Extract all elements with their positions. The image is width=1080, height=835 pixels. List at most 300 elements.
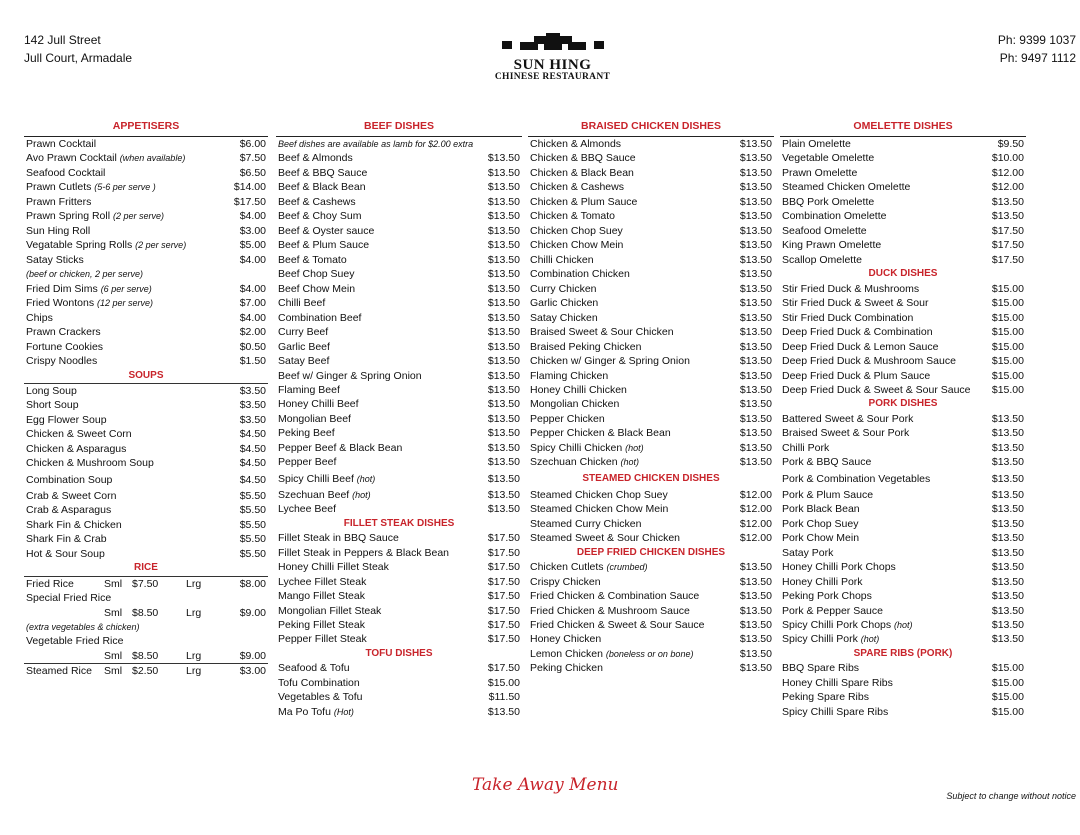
item-name-text: Satay Chicken [530, 311, 598, 324]
item-name [530, 383, 627, 397]
item-price: $13.50 [991, 575, 1024, 588]
item-price: $13.50 [487, 282, 520, 295]
item-price: $13.50 [991, 412, 1024, 425]
item-name [26, 238, 186, 252]
small-label: Sml [104, 606, 123, 619]
small-label: Sml [104, 649, 123, 662]
item-price: $0.50 [239, 340, 266, 353]
item-name-text: Avo Prawn Cocktail [26, 152, 117, 165]
item-name [278, 253, 347, 267]
item-price: $13.50 [739, 619, 772, 631]
item-name [278, 397, 359, 411]
item-name [782, 575, 863, 589]
item-price: $13.50 [739, 456, 772, 469]
item-name [278, 589, 365, 603]
menu-item [528, 604, 774, 618]
item-name-text: Chicken Chop Suey [530, 224, 623, 237]
menu-item [276, 369, 522, 383]
item-name [782, 517, 858, 531]
item-name [530, 604, 690, 618]
item-name-text: Braised Sweet & Sour Pork [782, 427, 910, 440]
item-price: $4.00 [239, 253, 266, 266]
menu-item [528, 560, 774, 574]
item-name-text: Mongolian Chicken [530, 398, 620, 411]
item-name-text: Long Soup [26, 384, 77, 397]
item-price: $14.00 [233, 181, 266, 194]
item-name [26, 442, 126, 456]
menu-item [24, 663, 268, 678]
item-name [26, 591, 111, 605]
item-name [530, 209, 615, 223]
item-name-text: Shark Fin & Chicken [26, 518, 122, 531]
item-name-text: TOFU DISHES [365, 647, 433, 659]
item-name [530, 632, 601, 646]
item-name [530, 647, 693, 661]
item-name [278, 705, 354, 719]
item-name-text: Crab & Asparagus [26, 504, 112, 517]
item-name [530, 151, 636, 165]
item-price: $13.50 [487, 239, 520, 252]
menu-item [276, 137, 522, 151]
item-name-text: Pork & BBQ Sauce [782, 456, 872, 469]
menu-item [528, 455, 774, 469]
item-price: $13.50 [739, 383, 772, 396]
item-price: $13.50 [739, 590, 772, 603]
menu-item [24, 413, 268, 427]
item-name-text: Stir Fried Duck & Sweet & Sour [782, 297, 929, 310]
item-name-text: Pork & Combination Vegetables [782, 472, 931, 485]
menu-item [276, 488, 522, 502]
item-name-text: Hot & Sour Soup [26, 547, 105, 560]
item-price: $15.00 [991, 691, 1024, 704]
item-name-text: Prawn Crackers [26, 326, 101, 339]
phone-1: Ph: 9399 1037 [997, 33, 1076, 47]
item-price: $13.50 [739, 166, 772, 179]
menu-item [780, 180, 1026, 194]
menu-item [24, 180, 268, 194]
menu-item [24, 591, 268, 605]
menu-item [780, 546, 1026, 560]
item-price: $3.00 [239, 665, 266, 678]
item-price: $13.50 [991, 517, 1024, 530]
menu-item [276, 531, 522, 545]
item-name [782, 661, 859, 675]
menu-item [528, 441, 774, 455]
item-name [782, 253, 862, 267]
section-header: APPETISERS [112, 120, 180, 132]
small-price: $7.50 [132, 577, 159, 590]
menu-item [24, 456, 268, 470]
item-price: $13.50 [739, 633, 772, 646]
item-price: $15.00 [991, 340, 1024, 353]
item-name [278, 546, 449, 560]
section-title [528, 546, 774, 560]
item-name [530, 354, 690, 368]
item-name [530, 589, 699, 603]
item-name-text: Beef Chow Mein [278, 282, 356, 295]
item-name-text: Stir Fried Duck Combination [782, 311, 914, 324]
item-name [782, 166, 857, 180]
item-name [530, 282, 597, 296]
item-price: $17.50 [991, 253, 1024, 266]
item-name [26, 166, 105, 180]
item-price: $13.50 [487, 383, 520, 396]
item-name [278, 209, 361, 223]
section-header: BRAISED CHICKEN DISHES [580, 120, 722, 132]
item-price: $15.00 [991, 676, 1024, 689]
item-price: $13.50 [739, 268, 772, 281]
menu-item [528, 253, 774, 267]
item-note: (hot) [625, 442, 644, 453]
phone-2: Ph: 9497 1112 [999, 51, 1076, 65]
menu-item [780, 488, 1026, 502]
item-name [782, 531, 859, 545]
menu-item [276, 311, 522, 325]
item-name-text: Beef & Almonds [278, 152, 353, 165]
item-price: $5.50 [239, 504, 266, 517]
item-name-text: Deep Fried Duck & Combination [782, 326, 933, 339]
item-name-text: Plain Omelette [782, 138, 851, 150]
item-name [26, 532, 107, 546]
item-price: $13.50 [487, 224, 520, 237]
item-name-text: Fortune Cookies [26, 340, 104, 353]
item-price: $13.50 [487, 311, 520, 324]
item-name [530, 296, 598, 310]
menu-item [276, 224, 522, 238]
item-price: $4.00 [239, 311, 266, 324]
menu-item [528, 383, 774, 397]
menu-item [24, 151, 268, 165]
section-header [780, 647, 1026, 661]
item-price: $13.50 [739, 311, 772, 324]
menu-item [528, 502, 774, 516]
item-price: $13.50 [739, 181, 772, 194]
item-name-text: Vegetables & Tofu [278, 691, 363, 704]
small-price: $8.50 [132, 649, 159, 662]
item-price: $13.50 [991, 441, 1024, 454]
item-name-text: Combination Soup [26, 473, 113, 486]
item-name [782, 676, 893, 690]
item-name-text: Combination Beef [278, 311, 362, 324]
menu-item [276, 195, 522, 209]
item-price: $13.50 [739, 340, 772, 353]
section-title [276, 647, 522, 661]
item-name [278, 325, 328, 339]
menu-item [528, 267, 774, 281]
item-name-text: Fillet Steak in BBQ Sauce [278, 532, 399, 545]
item-name-text: Lemon Chicken [530, 647, 603, 660]
item-name-text: BBQ Pork Omelette [782, 195, 875, 208]
item-name [26, 151, 185, 165]
item-name-text: DUCK DISHES [868, 268, 938, 280]
menu-item [276, 325, 522, 339]
item-name [26, 180, 156, 194]
item-name-text: Prawn Omelette [782, 166, 858, 179]
item-price: $17.50 [487, 662, 520, 675]
item-price: $4.00 [239, 210, 266, 223]
item-name [26, 620, 140, 634]
item-name [278, 604, 381, 618]
item-price: $9.50 [997, 138, 1024, 150]
item-name [782, 618, 913, 632]
large-label: Lrg [186, 606, 202, 619]
item-price: $15.00 [991, 297, 1024, 310]
item-name-text: Szechuan Beef [278, 488, 350, 501]
menu-item [276, 705, 522, 719]
item-name [530, 517, 641, 531]
menu-item [276, 296, 522, 310]
menu-item [276, 470, 522, 488]
item-name-text: Tofu Combination [278, 676, 360, 689]
item-price: $17.50 [487, 561, 520, 574]
item-name-text: Chicken & BBQ Sauce [530, 152, 636, 165]
item-name-text: Prawn Spring Roll [26, 210, 111, 223]
address-block [24, 31, 132, 67]
item-price: $13.50 [487, 297, 520, 310]
item-name-text: Chilli Pork [782, 441, 830, 454]
item-price: $13.50 [739, 210, 772, 223]
item-name [782, 470, 930, 488]
menu-item [24, 137, 268, 151]
item-price: $8.00 [239, 577, 266, 590]
item-price: $17.50 [487, 532, 520, 545]
item-price: $12.00 [739, 517, 772, 530]
item-name [782, 282, 919, 296]
section-header [528, 546, 774, 560]
footer-title: Take Away Menu [472, 775, 619, 795]
menu-column [780, 137, 1026, 719]
item-name [782, 195, 874, 209]
item-price: $13.50 [991, 210, 1024, 223]
item-name [530, 267, 630, 281]
item-price: $3.50 [239, 384, 266, 397]
item-name-text: Chicken & Mushroom Soup [26, 457, 154, 470]
item-name [26, 398, 79, 412]
item-price: $13.50 [739, 282, 772, 295]
item-name-text: Chicken & Asparagus [26, 442, 127, 455]
item-name [278, 661, 350, 675]
item-name [530, 441, 644, 455]
menu-item [780, 517, 1026, 531]
item-price: $13.50 [487, 441, 520, 454]
item-price: $9.00 [239, 649, 266, 662]
item-price: $4.50 [239, 442, 266, 455]
menu-item [780, 151, 1026, 165]
menu-item [24, 311, 268, 325]
item-name [530, 531, 680, 545]
menu-item [780, 166, 1026, 180]
item-name [26, 577, 74, 591]
item-name-text: Seafood Omelette [782, 224, 867, 237]
menu-item [24, 576, 268, 591]
item-name-text: Mongolian Beef [278, 412, 351, 425]
menu-item [780, 209, 1026, 223]
item-name-text: FILLET STEAK DISHES [343, 517, 455, 529]
menu-item [780, 560, 1026, 574]
item-name [26, 547, 105, 561]
large-label: Lrg [186, 665, 202, 678]
item-name [278, 296, 325, 310]
item-name [26, 634, 123, 648]
menu-item [528, 238, 774, 252]
item-name [530, 618, 705, 632]
item-price: $13.50 [739, 604, 772, 617]
menu-item [24, 209, 268, 223]
menu-item [528, 397, 774, 411]
item-price: $13.50 [991, 532, 1024, 545]
item-name [26, 427, 132, 441]
item-name [782, 705, 888, 719]
item-name [530, 412, 605, 426]
item-name [530, 180, 624, 194]
item-price: $13.50 [991, 472, 1024, 485]
item-name [26, 296, 153, 310]
item-name-text: Lychee Beef [278, 503, 336, 516]
menu-item [528, 166, 774, 180]
item-name [782, 224, 867, 238]
brand-subtitle: CHINESE RESTAURANT [494, 72, 611, 82]
menu-item [24, 253, 268, 267]
item-price: $13.50 [991, 503, 1024, 516]
menu-item [780, 502, 1026, 516]
menu-item [276, 209, 522, 223]
item-price: $13.50 [487, 355, 520, 368]
item-price: $13.50 [739, 195, 772, 208]
item-name-text: Chicken & Plum Sauce [530, 195, 638, 208]
item-name-text: King Prawn Omelette [782, 239, 882, 252]
menu-item [780, 575, 1026, 589]
item-name-text: Garlic Beef [278, 340, 330, 353]
item-name-text: Deep Fried Duck & Sweet & Sour Sauce [782, 383, 971, 396]
item-name-text: Egg Flower Soup [26, 413, 107, 426]
item-name-text: Beef & Black Bean [278, 181, 366, 194]
item-name-text: Spicy Chilli Spare Ribs [782, 705, 889, 718]
item-note: (when available) [119, 153, 186, 164]
item-name [782, 383, 971, 397]
item-name [278, 383, 340, 397]
item-note: (12 per serve) [97, 298, 154, 309]
item-note: (hot) [894, 620, 913, 630]
item-name-text: Stir Fried Duck & Mushrooms [782, 282, 920, 295]
menu-item [528, 517, 774, 531]
item-price: $10.00 [991, 152, 1024, 165]
item-price: $13.50 [739, 355, 772, 368]
item-name [278, 224, 374, 238]
item-note: (hot) [356, 473, 376, 484]
menu-item [780, 325, 1026, 339]
menu-item [780, 311, 1026, 325]
menu-item [276, 441, 522, 455]
item-name [278, 560, 389, 574]
item-name-text: Ma Po Tofu [278, 705, 331, 718]
item-name [530, 238, 623, 252]
item-price: $2.00 [239, 326, 266, 339]
item-name [782, 296, 928, 310]
item-name [782, 137, 851, 151]
menu-item [24, 489, 268, 503]
menu-item [780, 253, 1026, 267]
item-price: $17.50 [991, 239, 1024, 252]
item-note: (2 per serve) [112, 211, 164, 222]
menu-item [276, 575, 522, 589]
item-price: $13.50 [739, 239, 772, 252]
menu-item [276, 397, 522, 411]
item-name-text: Flaming Beef [278, 383, 340, 396]
menu-item [276, 546, 522, 560]
item-name-text: Honey Chilli Pork [782, 575, 863, 588]
menu-item [528, 311, 774, 325]
menu-item [528, 412, 774, 426]
item-name-text: Beef & Oyster sauce [278, 224, 375, 237]
item-name-text: Flaming Chicken [530, 369, 609, 382]
menu-item [528, 180, 774, 194]
item-name-text: Chicken & Almonds [530, 138, 622, 150]
item-name-text: Pepper Beef [278, 456, 337, 469]
item-price: $3.50 [239, 399, 266, 412]
item-price: $17.50 [487, 633, 520, 646]
item-name [26, 384, 77, 398]
item-name [26, 413, 107, 427]
item-name [530, 325, 674, 339]
item-name-text: DEEP FRIED CHICKEN DISHES [576, 546, 726, 558]
item-name [530, 426, 671, 440]
section-header [528, 470, 774, 488]
item-name [26, 311, 53, 325]
menu-item [528, 647, 774, 661]
item-name [278, 267, 354, 281]
item-note: (crumbed) [606, 562, 648, 573]
item-name-text: Beef & Plum Sauce [278, 239, 370, 252]
item-name [782, 325, 933, 339]
item-price: $13.50 [739, 152, 772, 165]
item-name-text: Curry Beef [278, 326, 329, 339]
item-price: $6.00 [239, 138, 266, 150]
menu-item [528, 632, 774, 646]
item-name [782, 209, 886, 223]
item-name-text: Steamed Rice [26, 665, 92, 678]
item-name [782, 426, 909, 440]
item-price: $13.50 [739, 561, 772, 574]
item-price: $13.50 [991, 604, 1024, 617]
item-name [278, 354, 329, 368]
item-name-text: Peking Spare Ribs [782, 691, 869, 704]
item-name [278, 531, 399, 545]
item-name-text: Special Fried Rice [26, 592, 112, 605]
footer-note: Subject to change without notice [946, 791, 1076, 801]
item-name [782, 180, 910, 194]
item-name [530, 369, 608, 383]
item-name-text: Seafood & Tofu [278, 662, 350, 675]
item-price: $11.50 [488, 691, 520, 704]
menu-item [780, 224, 1026, 238]
item-name-text: Fried Wontons [26, 297, 95, 310]
item-name-text: Deep Fried Duck & Mushroom Sauce [782, 355, 956, 368]
item-name-text: Chilli Chicken [530, 253, 594, 266]
item-name-text: Pork Black Bean [782, 503, 860, 516]
item-name [278, 632, 367, 646]
item-name [782, 340, 938, 354]
menu-item [24, 354, 268, 368]
menu-item [24, 532, 268, 546]
item-name [278, 282, 355, 296]
item-price: $13.50 [487, 268, 520, 281]
item-name [782, 690, 869, 704]
menu-item [780, 354, 1026, 368]
item-name-text: Chicken Chow Mein [530, 239, 624, 252]
menu-item [24, 238, 268, 252]
item-price: $13.50 [487, 503, 520, 516]
small-label: Sml [104, 665, 123, 678]
